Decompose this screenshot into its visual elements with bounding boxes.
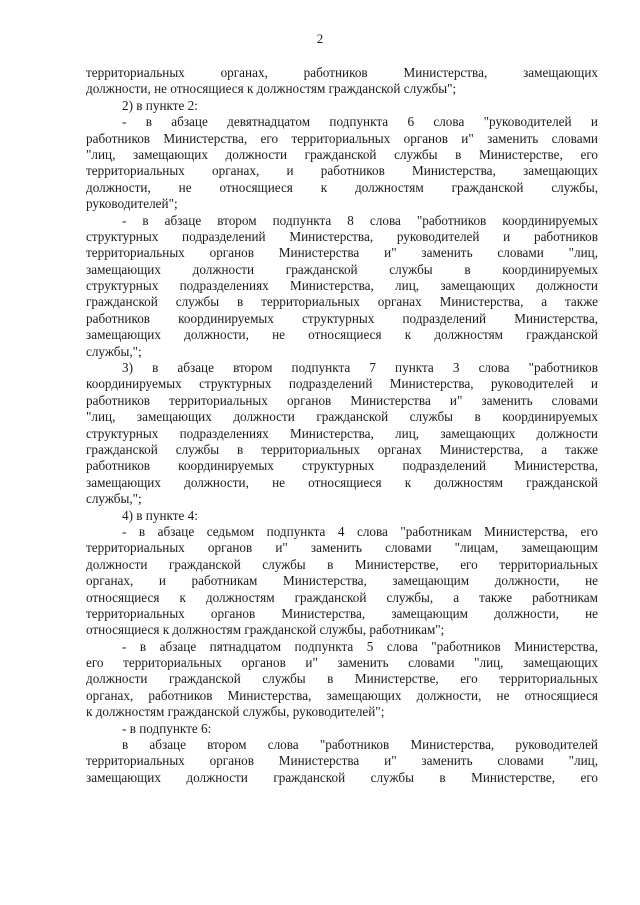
text-line: службы,"; [86,491,142,507]
text-line: 4) в пункте 4: [122,507,198,523]
text-line: замещающих должности гражданской службы в Министерстве, его [86,769,598,785]
text-line: гражданской службы в территориальных органах Министерства, а также [86,441,598,457]
text-line: структурных подразделений Министерства, руководителей и работников [86,228,598,244]
text-line: работников территориальных органов Министерства и" заменить словами [86,392,598,408]
text-line: - в абзаце пятнадцатом подпункта 5 слова "работников Министерства, [122,638,598,654]
text-line: территориальных органах, работников Министерства, замещающих [86,65,598,80]
text-line: 2) в пункте 2: [122,97,198,113]
text-line: работников Министерства, его территориальных органов и" заменить словами [86,130,598,146]
text-line: замещающих должности, не относящиеся к должностям гражданской [86,474,598,490]
text-line: "лиц, замещающих должности гражданской службы в Министерстве, его [86,146,598,162]
text-line: службы,"; [86,343,142,359]
text-line: в абзаце втором слова "работников Министерства, руководителей [122,737,598,753]
text-line: - в абзаце втором подпункта 8 слова "работников координируемых [122,212,598,228]
text-line: структурных подразделениях Министерства, лиц, замещающих должности [86,278,598,294]
text-line: территориальных органов и" заменить словами "лицам, замещающим [86,540,598,556]
text-line: - в абзаце девятнадцатом подпункта 6 слова "руководителей и [122,114,598,130]
text-line: территориальных органов Министерства и" заменить словами "лиц, [86,753,598,769]
text-line: относящиеся к должностям гражданской службы, работникам"; [86,622,445,638]
text-line: должности гражданской службы в Министерстве, его территориальных [86,671,598,687]
text-line: территориальных органах, и работников Министерства, замещающих [86,163,598,179]
text-line: гражданской службы в территориальных органах Министерства, а также [86,294,598,310]
text-line: 3) в абзаце втором подпункта 7 пункта 3 слова "работников [122,360,598,376]
text-line: относящиеся к должностям гражданской службы, а также работникам [86,589,598,605]
page-number: 2 [316,31,324,46]
document-body [86,65,598,786]
text-line: замещающих должности гражданской службы в координируемых [86,261,598,277]
text-line: координируемых структурных подразделений Министерства, руководителей и [86,376,598,392]
text-line: работников координируемых структурных подразделений Министерства, [86,310,598,326]
text-line: органах, работников Министерства, замещающих должности, не относящиеся [86,687,598,703]
text-line: его территориальных органов и" заменить словами "лиц, замещающих [86,655,598,671]
text-line: органах, и работникам Министерства, замещающим должности, не [86,573,598,589]
text-line: - в подпункте 6: [122,720,212,736]
text-line: руководителей"; [86,196,178,212]
text-line: "лиц, замещающих должности гражданской службы в координируемых [86,409,598,425]
text-line: территориальных органов Министерства и" заменить словами "лиц, [86,245,598,261]
text-line: территориальных органов Министерства, замещающим должности, не [86,605,598,621]
text-line: замещающих должности, не относящиеся к должностям гражданской [86,327,598,343]
text-line: должности гражданской службы в Министерстве, его территориальных [86,556,598,572]
text-line: к должностям гражданской службы, руководителей"; [86,704,385,720]
text-line: структурных подразделениях Министерства, лиц, замещающих должности [86,425,598,441]
text-line: работников координируемых структурных подразделений Министерства, [86,458,598,474]
text-line: - в абзаце седьмом подпункта 4 слова "работникам Министерства, его [122,523,598,539]
text-line: должности, не относящиеся к должностям гражданской службы, [86,179,598,195]
text-line: должности, не относящиеся к должностям гражданской службы"; [86,81,457,97]
